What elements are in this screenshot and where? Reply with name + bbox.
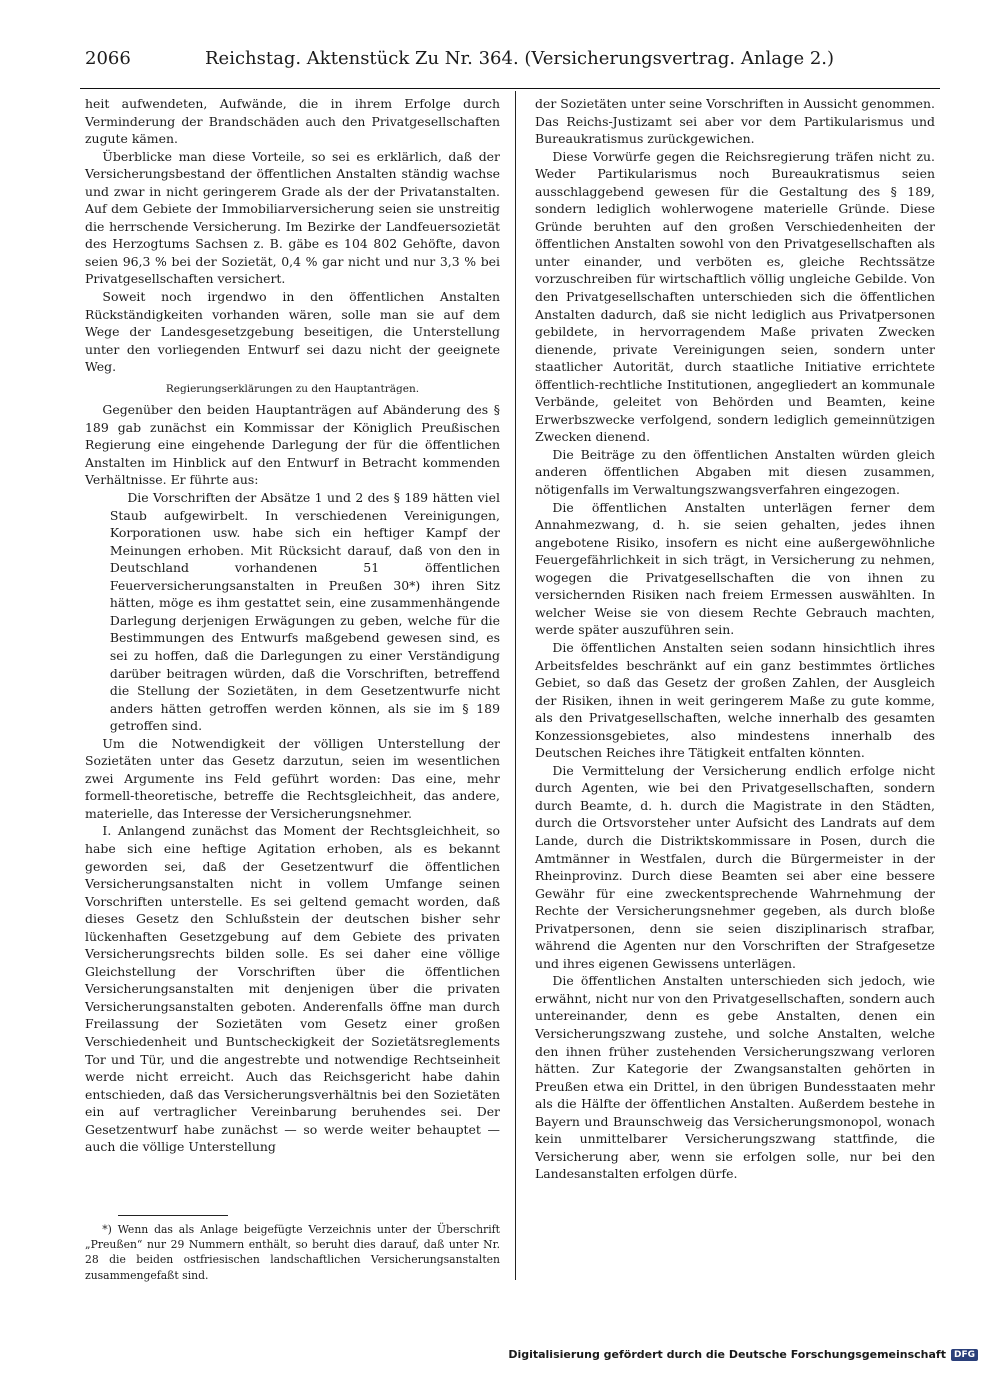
- paragraph: Diese Vorwürfe gegen die Reichsregierung träfen nicht zu. Weder Partikularismus noch Bureaukratismus seien ausschlaggebend gewesen für die Gestaltung des § 189, sondern lediglich wohlerwogene materielle Gründe. Diese Gründe beruhten auf den großen Verschiedenheiten der öffentlichen Anstalten sowohl von den Privatgesellschaften als unter einander, und verböten es, gleiche Rechtssätze vorzuschreiben für wirtschaftlich völlig ungleiche Gebilde. Von den Privatgesellschaften unterschieden sich die öffentlichen Anstalten dadurch, daß sie nicht lediglich aus Privatpersonen gebildete, in hervorragendem Maße privaten Zwecken dienende, private Vereinigungen seien, sondern unter staatlicher Autorität, durch staatliche Initiative errichtete öffentlich-rechtliche Institutionen, angegliedert an kommunale Verbände, geleitet von Behörden und Beamten, keine Erwerbszwecke verfolgend, sondern lediglich gemeinnützigen Zwecken dienend.: [535, 148, 935, 445]
- footnote: *) Wenn das als Anlage beigefügte Verzeichnis unter der Überschrift „Preußen“ nur 29 Nummern enthält, so beruht dies darauf, daß unter Nr. 28 die beiden ostfriesischen landschaftlichen Versicherungsanstalten zusammengefaßt sind.: [85, 1223, 500, 1282]
- section-subheading: Regierungserklärungen zu den Hauptanträgen.: [165, 382, 420, 395]
- running-head: Reichstag. Aktenstück Zu Nr. 364. (Versicherungsvertrag. Anlage 2.): [205, 48, 835, 69]
- page-number: 2066: [85, 48, 131, 69]
- quoted-statement: Die Vorschriften der Absätze 1 und 2 des § 189 hätten viel Staub aufgewirbelt. In verschiedenen Vereinigungen, Korporationen usw. habe sich ein heftiger Kampf der Meinungen erhoben. Mit Rücksicht darauf, daß von den in Deutschland vorhandenen 51 öffentlichen Feuerversicherungsanstalten in Preußen 30*) ihren Sitz hätten, möge es ihm gestattet sein, eine zusammenhängende Darlegung derjenigen Erwägungen zu geben, welche für die Bestimmungen des Entwurfs maßgebend gewesen sind, es sei zu hoffen, daß die Darlegungen zu einer Verständigung darüber beitragen würden, daß die Vorschriften, betreffend die Stellung der Sozietäten, in dem Gesetzentwurfe nicht anders hätten getroffen werden können, als sie im § 189 getroffen sind.: [109, 490, 500, 734]
- right-column: [535, 95, 935, 1183]
- footnote-rule: [118, 1215, 228, 1216]
- paragraph: Die Vermittelung der Versicherung endlich erfolge nicht durch Agenten, wie bei den Privatgesellschaften, sondern durch Beamte, d. h. durch die Magistrate in den Städten, durch die Ortsvorsteher unter Aufsicht des Landrats auf dem Lande, durch die Distriktskommissare in Posen, durch die Amtmänner in Westfalen, durch die Bürgermeister in der Rheinprovinz. Durch diese Beamten sei aber eine bessere Gewähr für eine zweckentsprechende Wahrnehmung der Rechte der Versicherungsnehmer gegeben, als durch bloße Privatpersonen, denn sie seien disziplinarisch strafbar, während die Agenten nur den Vorschriften der Strafgesetze und ihres eigenen Gewissens unterlägen.: [535, 762, 935, 971]
- column-divider: [515, 91, 516, 1280]
- paragraph: Die Beiträge zu den öffentlichen Anstalten würden gleich anderen öffentlichen Abgaben mit diesen zusammen, nötigenfalls im Verwaltungszwangsverfahren eingezogen.: [535, 446, 935, 498]
- credit-text: Digitalisierung gefördert durch die Deutsche Forschungsgemeinschaft: [508, 1348, 946, 1361]
- paragraph: Soweit noch irgendwo in den öffentlichen Anstalten Rückständigkeiten vorhanden wären, solle man sie auf dem Wege der Landesgesetzgebung beseitigen, die Unterstellung unter den vorliegenden Entwurf sei dazu nicht der geeignete Weg.: [85, 289, 500, 375]
- paragraph: I. Anlangend zunächst das Moment der Rechtsgleichheit, so habe sich eine heftige Agitation erhoben, als es bekannt geworden sei, daß der Gesetzentwurf die öffentlichen Versicherungsanstalten nicht in vollem Umfange seinen Vorschriften unterstelle. Es sei geltend gemacht worden, daß dieses Gesetz den Schlußstein der deutschen bisher sehr lückenhaften Gesetzgebung auf dem Gebiete des privaten Versicherungsrechts bilden solle. Es sei daher eine völlige Gleichstellung der Vorschriften über die öffentlichen Versicherungsanstalten mit denjenigen über die privaten Versicherungsanstalten geboten. Anderenfalls öffne man durch Freilassung der Sozietäten vom Gesetz einer großen Verschiedenheit und Buntscheckigkeit der Sozietätsreglements Tor und Tür, und die angestrebte und notwendige Rechtseinheit werde nicht erreicht. Auch das Reichsgericht habe dahin entschieden, daß das Versicherungsverhältnis bei den Sozietäten ein auf vertraglicher Vereinbarung beruhendes sei. Der Gesetzentwurf habe zunächst — so werde weiter behauptet — auch die völlige Unterstellung: [85, 823, 500, 1155]
- dfg-logo-icon: DFG: [951, 1349, 978, 1361]
- digitization-credit: [508, 1348, 978, 1361]
- paragraph: Gegenüber den beiden Hauptanträgen auf Abänderung des § 189 gab zunächst ein Kommissar der Königlich Preußischen Regierung eine eingehende Darlegung der für die öffentlichen Anstalten im Hinblick auf den Entwurf in Betracht kommenden Verhältnisse. Er führte aus:: [85, 402, 500, 488]
- paragraph: heit aufwendeten, Aufwände, die in ihrem Erfolge durch Verminderung der Brandschäden auch den Privatgesellschaften zugute kämen.: [85, 96, 500, 147]
- paragraph: Die öffentlichen Anstalten seien sodann hinsichtlich ihres Arbeitsfeldes beschränkt auf ein ganz bestimmtes örtliches Gebiet, so daß das Gesetz der großen Zahlen, der Ausgleich der Risiken, ihnen in weit geringerem Maße zu gute komme, als den Privatgesellschaften, welche innerhalb des gesamten Konzessionsgebietes, also mindestens innerhalb des Deutschen Reiches ihre Tätigkeit entfalten könnten.: [535, 639, 935, 761]
- left-column: [85, 95, 500, 1156]
- paragraph: Um die Notwendigkeit der völligen Unterstellung der Sozietäten unter das Gesetz darzutun, seien im wesentlichen zwei Argumente ins Feld geführt worden: Das eine, mehr formell-theoretische, betreffe die Rechtsgleichheit, das andere, materielle, das Interesse der Versicherungsnehmer.: [85, 735, 500, 821]
- paragraph: Die öffentlichen Anstalten unterschieden sich jedoch, wie erwähnt, nicht nur von den Privatgesellschaften, sondern auch untereinander, denn es gebe Anstalten, denen ein Versicherungszwang zustehe, und solche Anstalten, welche den ihnen früher zustehenden Versicherungszwang verloren hätten. Zur Kategorie der Zwangsanstalten gehörten in Preußen etwa ein Drittel, in den übrigen Bundesstaaten mehr als die Hälfte der öffentlichen Anstalten. Außerdem bestehe in Bayern und Braunschweig das Versicherungsmonopol, wonach kein unmittelbarer Versicherungszwang stattfinde, die Versicherung aber, wenn sie erfolgen solle, nur bei den Landesanstalten erfolgen dürfe.: [535, 973, 935, 1182]
- paragraph: Überblicke man diese Vorteile, so sei es erklärlich, daß der Versicherungsbestand der öffentlichen Anstalten ständig wachse und zwar in nicht geringerem Grade als der der Privatanstalten. Auf dem Gebiete der Immobiliarversicherung seien sie unstreitig die herrschende Versicherung. Im Bezirke der Landfeuersozietät des Herzogtums Sachsen z. B. gäbe es 104 802 Gehöfte, davon seien 96,3 % bei der Sozietät, 0,4 % gar nicht und nur 3,3 % bei Privatgesellschaften versichert.: [85, 148, 500, 287]
- header-rule: [80, 88, 940, 89]
- page-header: [85, 48, 933, 72]
- paragraph: der Sozietäten unter seine Vorschriften in Aussicht genommen. Das Reichs-Justizamt sei aber vor dem Partikularismus und Bureaukratismus zurückgewichen.: [535, 96, 935, 147]
- paragraph: Die öffentlichen Anstalten unterlägen ferner dem Annahmezwang, d. h. sie seien gehalten, jedes ihnen angebotene Risiko, insofern es nicht eine außergewöhnliche Feuergefährlichkeit in sich trägt, in Versicherung zu nehmen, wogegen die Privatgesellschaften die von ihnen zu versichernden Risiken nach freiem Ermessen auswählten. In welcher Weise sie von diesem Rechte Gebrauch machten, werde später auszuführen sein.: [535, 499, 935, 638]
